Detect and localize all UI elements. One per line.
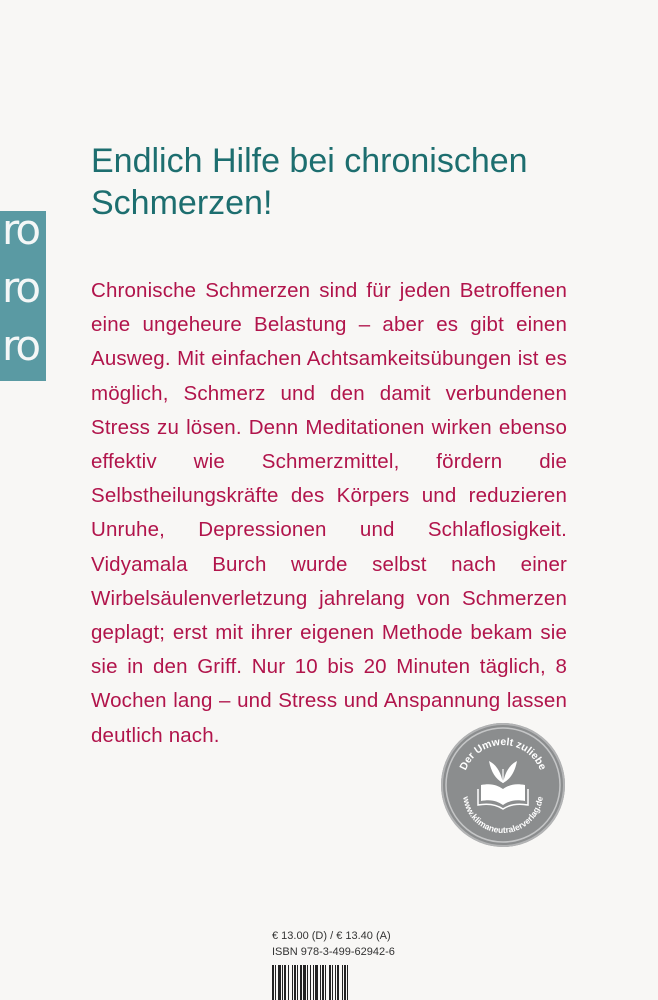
price-label: € 13.00 (D) / € 13.40 (A) bbox=[272, 930, 391, 942]
eco-badge bbox=[441, 723, 565, 847]
blurb-text: Chronische Schmerzen sind für jeden Betroffenen eine ungeheure Belastung – aber es gibt einen Ausweg. Mit einfachen Achtsamkeitsübungen ist es möglich, Schmerz und den damit verbundenen Stress zu lösen. Denn Meditationen wirken ebenso effektiv wie Schmerzmittel, fördern die Selbstheilungskräfte des Körpers und reduzieren Unruhe, Depressionen und Schlaflosigkeit. Vidyamala Burch wurde selbst nach einer Wirbelsäulenverletzung jahrelang von Schmerzen geplagt; erst mit ihrer eigenen Methode bekam sie sie in den Griff. Nur 10 bis 20 Minuten täglich, 8 Wochen lang – und Stress und Anspannung lassen deutlich nach. bbox=[91, 279, 567, 747]
rororo-logo-line: ro bbox=[2, 321, 39, 370]
isbn-label: ISBN 978-3-499-62942-6 bbox=[272, 946, 395, 958]
rororo-logo bbox=[0, 211, 46, 381]
headline: Endlich Hilfe bei chronischen Schmerzen! bbox=[91, 142, 528, 222]
eco-badge-graphic bbox=[441, 723, 565, 847]
rororo-logo-line: ro bbox=[2, 263, 39, 312]
eco-badge-top-text: Der Umwelt zuliebe bbox=[457, 735, 549, 773]
rororo-logo-line: ro bbox=[2, 211, 39, 254]
book-with-leaves-icon bbox=[478, 761, 528, 809]
barcode bbox=[270, 965, 390, 1000]
eco-badge-bottom-text: www.klimaneutralerverlag.de bbox=[461, 795, 545, 836]
